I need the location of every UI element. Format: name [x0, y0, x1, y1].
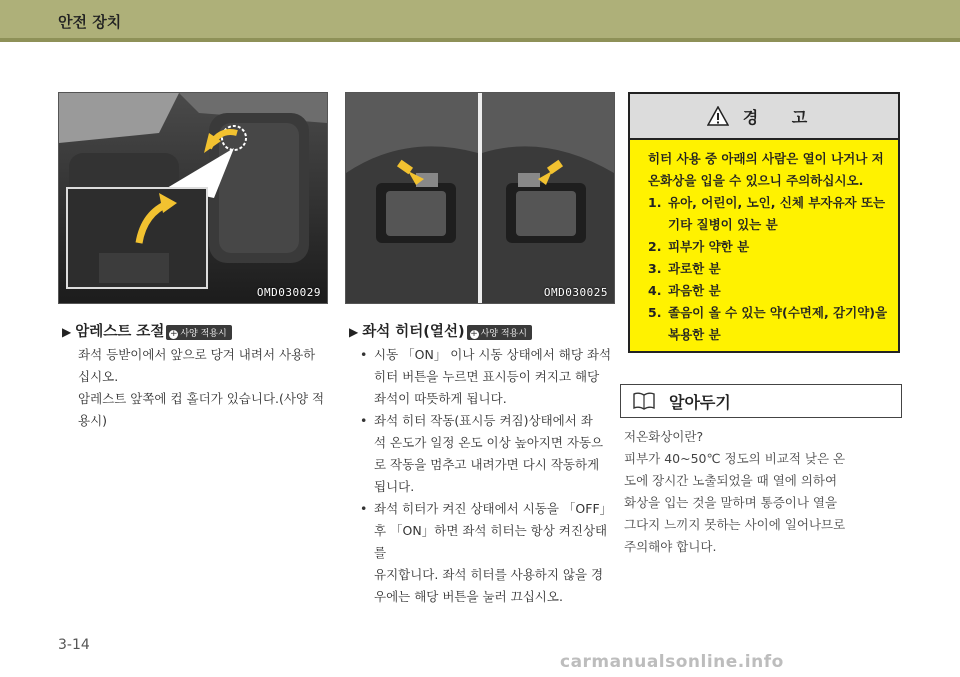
list-item: • 시동 「ON」 이나 시동 상태에서 해당 좌석 히터 버튼을 누르면 표시등이 켜지고 해당 좌석이 따뜻하게 됩니다. [352, 344, 617, 410]
heater-section-title: ▶ 좌석 히터(열선) + 사양 적용시 [349, 320, 532, 341]
option-badge: + 사양 적용시 [467, 325, 532, 340]
list-item: • 좌석 히터 작동(표시등 켜짐)상태에서 좌 석 온도가 일정 온도 이상 높아지면 자동으 로 작동을 멈추고 내려가면 다시 작동하게 됩니다. [352, 410, 617, 498]
warning-list [630, 192, 898, 346]
triangle-bullet-icon: ▶ [349, 325, 359, 339]
note-body: 저온화상이란? 피부가 40~50℃ 정도의 비교적 낮은 온 도에 장시간 노출되었을 때 열에 의하여 화상을 입는 것을 말하며 통증이나 열을 그다지 느끼지 못하는 사이에 일어나므로 주의해야 합니다. [624, 429, 846, 554]
warning-header [630, 94, 898, 140]
list-item: 4. 과음한 분 [648, 283, 721, 298]
armrest-illustration [59, 93, 327, 303]
plus-icon: + [170, 328, 178, 339]
seat-heater-illustration [346, 93, 614, 303]
warning-label: 경 고 [742, 107, 822, 127]
page-number: 3-14 [58, 637, 90, 653]
note-label: 알아두기 [669, 392, 731, 412]
list-item: • 좌석 히터가 켜진 상태에서 시동을 「OFF」 후 「ON」하면 좌석 히터는 항상 켜진상태를 유지합니다. 좌석 히터를 사용하지 않을 경 우에는 해당 버튼을 눌러 끄십시오. [352, 498, 617, 608]
seat-heater-photo [345, 92, 615, 304]
armrest-description: 좌석 등받이에서 앞으로 당겨 내려서 사용하 십시오. 암레스트 앞쪽에 컵 홀더가 있습니다.(사양 적 용시) [78, 347, 325, 428]
page-section-title: 안전 장치 [58, 13, 122, 31]
warning-box [628, 92, 900, 353]
plus-icon: + [470, 328, 478, 339]
armrest-photo [58, 92, 328, 304]
option-badge: + 사양 적용시 [166, 325, 231, 340]
list-item: 5. 졸음이 올 수 있는 약(수면제, 감기약)을 복용한 분 [648, 305, 888, 342]
note-header [620, 384, 902, 418]
list-item: 2. 피부가 약한 분 [648, 239, 750, 254]
watermark: carmanualsonline.info [560, 652, 784, 672]
armrest-section-title: ▶ 암레스트 조절 + 사양 적용시 [62, 320, 232, 341]
list-item: 3. 과로한 분 [648, 261, 721, 276]
photo-code: OMD030029 [256, 286, 321, 299]
warning-intro: 히터 사용 중 아래의 사람은 열이 나거나 저 온화상을 입을 수 있으니 주의하십시오. [648, 151, 884, 188]
list-item: 1. 유아, 어린이, 노인, 신체 부자유자 또는 기타 질병이 있는 분 [648, 195, 886, 232]
warning-triangle-icon [707, 106, 729, 126]
book-icon [633, 392, 655, 410]
photo-code: OMD030025 [543, 286, 608, 299]
triangle-bullet-icon: ▶ [62, 325, 72, 339]
heater-bullet-list [352, 344, 617, 608]
header-band [0, 0, 960, 42]
